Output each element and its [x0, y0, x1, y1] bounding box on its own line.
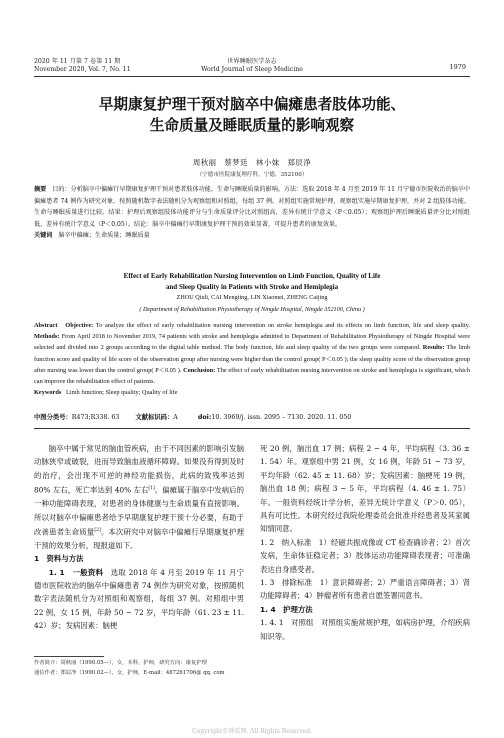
classification-line [34, 412, 470, 421]
intro-text-3: 。本次研究中对脑卒中偏瘫行早期康复护理干预的效果分析，现报道如下。 [34, 527, 244, 550]
footnote-rule [34, 656, 104, 657]
abstract-en [34, 320, 470, 398]
title-line-2: 生命质量及睡眠质量的影响观察 [149, 117, 355, 134]
section-1-4-1: 1. 4. 1 对照组 对照组实施常规护理，如病房护理，介绍疾病知识等。 [260, 618, 470, 641]
methods-label: Methods: [34, 333, 60, 341]
intro-text-1: 脑卒中属于常见的脑血管疾病，由于不同因素的影响引发脑动脉狭窄或破裂，进而导致脑血液循环障碍。如果没有得到及时的治疗，会出现不可逆的神经功能损伤，此病的致残率达到 80% 左右，死亡率达到 40% 左右 [34, 444, 244, 495]
results-text: The limb function score and quality of life score of the observation group after nursing were higher than the control group( P＜0.05 ); the sleep quality score of the observation group after nursing was lower than the control group( P＜0.05 ). [34, 344, 470, 374]
clc-label: 中图分类号： [34, 414, 72, 421]
ref-1[interactable]: [1] [148, 486, 155, 492]
abstract-en-label: Abstract [34, 322, 58, 329]
doc-code: A [173, 414, 178, 421]
baseline-paragraph: 死 20 例，脑出血 17 例；病程 2 ~ 4 年，平均病程（3. 36 ± 1. 54）年。观察组中男 21 例，女 16 例，年龄 51 ~ 73 岁，平均年龄（62. 45 ± 11. 68）岁；发病因素：脑梗死 19 例，脑出血 18 例；病程 3 ~ 5 年，平均病程（4. 46 ± 1. 75）年。一般资料经统计学分析，差异无统计学意义（P＞0. 05），具有可比性。本研究经过我院伦理委员会批准并经患者及其家属知情同意。 [260, 444, 470, 534]
section-1-1 [34, 566, 244, 633]
affiliation-cn: （宁德市医院康复理疗科，宁德，352100） [196, 172, 308, 178]
abstract-cn-text: 目的：分析脑卒中偏瘫行早期康复护理干预对患者肢体功能、生命与睡眠质量的影响。方法：选取 2018 年 4 月至 2019 年 11 月宁德市医院收治的脑卒中偏瘫患者 74 例作为研究对象，按照随机数字表法随机分为观察组和对照组，每组 37 例。对照组实施常规护理，观察组实施早期康复护理，并对 2 组肢体功能、生命与睡眠质量进行比较。结果：护理后观察组肢体功能评分与生命质量评分比对照组高，差异有统计学意义（P＜0.05）；观察组护理后睡眠质量评分比对照组低，差异有统计学意义（P＜0.05）。结论：脑卒中偏瘫行早期康复护理干预的效果显著，可提升患者的康复效果。 [34, 186, 471, 228]
issue-date-en: November 2020, Vol. 7, No. 11 [34, 66, 131, 73]
page-number: 1979 [449, 63, 466, 71]
author-bio: 作者简介：周秋丽（1990.05—），女，本科，护师，研究方向：康复护理 [34, 660, 207, 666]
authors-en: ZHOU Qiuli, CAI Mengting, LIN Xiaomei, ZHENG Caijing [176, 294, 328, 301]
keywords-en-label: Keywords [34, 389, 62, 397]
section-heading-1: 1 资料与方法 [34, 554, 84, 564]
article-title-cn [0, 94, 504, 136]
methods-text: From April 2018 to November 2019, 74 patients with stroke and hemiplegia admitted to Department of Rehabilitation Physiotherapy of Ningde Hospital were selected and divided into 2 groups according to the digital table method. The body function, life and sleep quality of the two groups were compared. [34, 333, 470, 352]
intro-text-2: 。偏瘫属于脑卒中发病后的一种功能障碍表现，对患者的身体健康与生命质量有直接影响。所以对脑卒中偏瘫患者给予早期康复护理干预十分必要，有助于改善患者生命质量 [34, 485, 244, 537]
body-column-left [34, 442, 244, 633]
keywords-cn: 脑卒中偏瘫；生命质量；睡眠质量 [58, 232, 150, 239]
title-en-line-2: and Sleep Quality in Patients with Stroke and Hemiplegia [165, 283, 339, 291]
doi-label: doi: [197, 414, 212, 421]
author-footnote [34, 658, 246, 678]
abstract-cn-label: 摘要 [34, 186, 47, 193]
intro-paragraph [34, 442, 244, 552]
results-label: Results: [422, 344, 445, 352]
ref-2[interactable]: [2] [94, 527, 101, 533]
doi-value: 10. 3969/j. issn. 2095 – 7130. 2020. 11. 050 [211, 414, 352, 421]
objective-text: To analyze the effect of early rehabilitation nursing intervention on stroke hemiplegia and its effects on limb function, life and sleep quality. [95, 322, 470, 329]
section-1-1-heading: 1. 1 一般资料 [48, 567, 104, 577]
section-1-4-heading: 1. 4 护理方法 [260, 604, 313, 614]
keywords-cn-label: 关键词 [34, 232, 53, 239]
journal-name-cn: 世界睡眠医学杂志 [227, 58, 277, 65]
abstract-rule [34, 428, 470, 429]
affiliation-en: ( Department of Rehabilitation Physiotherapy of Ningde Hospital, Ningde 352100, China ) [139, 306, 365, 313]
journal-name-en: World Journal of Sleep Medicine [201, 66, 303, 73]
doc-code-label: 文献标识码： [135, 414, 174, 421]
objective-label: Objective: [65, 322, 94, 329]
section-1-2: 1. 2 纳入标准 1）经磁共振成像或 CT 检查确诊者；2）首次发病，生命体征稳定者；3）肢体运动功能障碍表现者；可准确表达自身感受者。 [260, 537, 470, 574]
article-title-en [0, 271, 504, 293]
abstract-cn [34, 184, 470, 242]
issue-date-cn: 2020 年 11 月第 7 卷第 11 期 [34, 58, 121, 65]
keywords-en: Limb function; Sleep quality; Quality of life [66, 389, 178, 397]
section-1-3: 1. 3 排除标准 1）意识障碍者；2）严重语言障碍者；3）肾功能障碍者；4）肿瘤者所有患者自愿签署同意书。 [260, 578, 470, 601]
title-en-line-1: Effect of Early Rehabilitation Nursing Intervention on Limb Function, Quality of Life [123, 272, 381, 280]
running-header-center [0, 58, 504, 74]
body-column-right [260, 442, 470, 643]
corresponding-author: 通信作者：郑辰净（1990.02—），女，护师，E-mail：487261706@ qq. com [34, 670, 225, 676]
copyright-watermark: Copyright©博看网. All Rights Reserved. [191, 728, 313, 735]
section-1-1-text: 选取 2018 年 4 月至 2019 年 11 月宁德市医院收治的脑卒中偏瘫患者 74 例作为研究对象，按照随机数字表法随机分为对照组和观察组，每组 37 例。对照组中男 22 例，女 15 例，年龄 50 ~ 72 岁，平均年龄（61. 23 ± 11. 42）岁；发病因素：脑梗 [34, 567, 244, 631]
conclusion-label: Conclusion: [183, 366, 216, 374]
title-line-1: 早期康复护理干预对脑卒中偏瘫患者肢体功能、 [98, 96, 406, 113]
clc-code: R473;R338. 63 [71, 414, 120, 421]
conclusion-text: The effect of early rehabilitation nursing intervention on stroke and hemiplegia is significant, which can improve the rehabilitation effect of patients. [34, 366, 470, 386]
header-rule [34, 76, 470, 77]
authors-cn: 周秋丽 蔡梦廷 林小妹 郑辰净 [192, 158, 312, 167]
